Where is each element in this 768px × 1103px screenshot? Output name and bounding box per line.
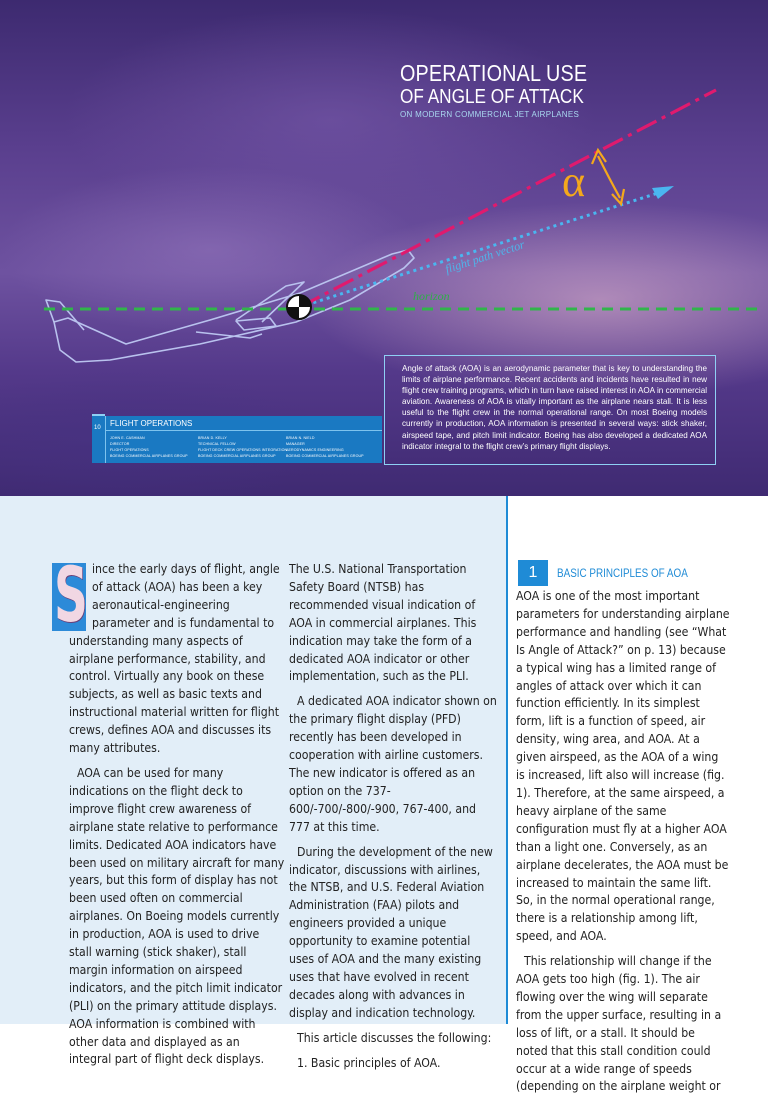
author-name: BRIAN N. NIELD xyxy=(286,436,315,440)
body-axis-line xyxy=(300,90,716,307)
intro-text: Angle of attack (AOA) is an aerodynamic parameter that is key to understanding the limits of airplane performance. Recent accidents and incidents have resulted in new flight crew training programs, which in turn have raised interest in AOA in commercial aviation. Awareness of AOA is vitally important as the airplane nears stall. It is less useful to the flight crew in the normal operational range. On most Boeing models currently in production, AOA information is presented in several ways: stick shaker, airspeed tape, and pitch limit indicator. Boeing has also developed a dedicated AOA indicator integral to the flight crew’s primary flight displays. xyxy=(402,364,707,451)
author-org: BOEING COMMERCIAL AIRPLANES GROUP xyxy=(286,454,364,458)
flight-path-vector-label: flight path vector xyxy=(443,237,527,277)
article-paragraph: This article discusses the following: xyxy=(297,1030,492,1045)
page-number-cell xyxy=(92,416,106,463)
article-title-line2: OF ANGLE OF ATTACK xyxy=(400,86,584,108)
article-paragraph: During the development of the new indicator, discussions with airlines, the NTSB, and U.S. Federal Aviation Administration (FAA) pilots and engineers provided a unique opportunity to examine potential uses of AOA and the many existing uses that have evolved in recent decades along with advances in display and indication technology. xyxy=(289,844,493,1020)
flight-ops-title: FLIGHT OPERATIONS xyxy=(110,419,193,428)
section-title: BASIC PRINCIPLES OF AOA xyxy=(557,568,688,580)
article-column-2 xyxy=(289,561,497,1079)
author-dept: FLIGHT OPERATIONS xyxy=(110,448,149,452)
alpha-symbol: α xyxy=(562,157,586,206)
article-paragraph: The U.S. National Transportation Safety Board (NTSB) has recommended visual indication of AOA in commercial airplanes. This indication may take the form of a dedicated AOA indicator or other implementation, such as the PLI. xyxy=(289,562,477,684)
page-number: 10 xyxy=(94,425,101,431)
flight-path-arrowhead xyxy=(652,186,674,199)
author-credit xyxy=(110,435,188,459)
article-title-block xyxy=(400,60,618,119)
article-subtitle: ON MODERN COMMERCIAL JET AIRPLANES xyxy=(400,110,580,119)
sidebar-column xyxy=(516,588,730,1103)
author-org: BOEING COMMERCIAL AIRPLANES GROUP xyxy=(198,454,276,458)
section-number-badge: 1 xyxy=(518,560,548,586)
author-credit xyxy=(286,435,364,459)
article-paragraph: A dedicated AOA indicator shown on the primary flight display (PFD) recently has been developed in cooperation with airline customers. The new indicator is offered as an option on the 737-600/-700/-800/-900, 767-400, and 777 at this time. xyxy=(289,694,497,834)
alpha-arc-arrow xyxy=(592,150,624,204)
author-role: TECHNICAL FELLOW xyxy=(198,442,236,446)
intro-box xyxy=(384,355,716,465)
airplane-outline xyxy=(46,250,414,362)
author-dept: FLIGHT DECK CREW OPERATIONS INTEGRATION xyxy=(198,448,288,452)
sidebar-paragraph: AOA is one of the most important parameters for understanding airplane performance and handling (see “What Is Angle of Attack?” on p. 13) because a typical wing has a limited range of angles of attack over which it can function efficiently. In its simplest form, lift is a function of speed, air density, wing area, and AOA. At a given airspeed, as the AOA of a wing is increased, lift also will increase (fig. 1). Therefore, at the same airspeed, a heavy airplane of the same configuration must fly at a higher AOA than a light one. Conversely, as an airplane decelerates, the AOA must be increased to maintain the same lift. So, in the normal operational range, there is a relationship among lift, speed, and AOA. xyxy=(516,589,730,944)
article-paragraph: AOA can be used for many indications on the flight deck to improve flight crew awareness of airplane state relative to performance limits. Dedicated AOA indicators have been used on military aircraft for many years, but this form of display has not been used often on commercial airplanes. On Boeing models currently in production, AOA is used to drive stall warning (stick shaker), stall margin information on airspeed indicators, and the pitch limit indicator (PLI) on the primary attitude displays. AOA information is combined with other data and displayed as an integral part of flight deck displays. xyxy=(69,765,285,1067)
paragraph-text: ince the early days of flight, angle of attack (AOA) has been a key aeronautical-engineering parameter and is fundamental to understanding many aspects of airplane performance, stability, and control. Virtually any book on these subjects, as well as basic texts and instructional material written for flight crews, defines AOA and discusses its many attributes. xyxy=(69,562,280,756)
hero-banner xyxy=(0,0,768,496)
author-dept: AERODYNAMICS ENGINEERING xyxy=(286,448,344,452)
flight-ops-banner xyxy=(92,416,382,463)
author-role: DIRECTOR xyxy=(110,442,130,446)
flight-ops-divider xyxy=(106,430,382,431)
author-role: MANAGER xyxy=(286,442,305,446)
author-credit xyxy=(198,435,287,459)
drop-cap xyxy=(52,550,88,639)
article-title-line1: OPERATIONAL USE xyxy=(400,60,588,86)
author-name: JOHN E. CASHMAN xyxy=(110,436,145,440)
horizon-label: horizon xyxy=(413,289,450,303)
center-of-gravity-icon xyxy=(287,295,311,319)
drop-cap-letter: S xyxy=(54,550,88,639)
article-paragraph xyxy=(54,550,285,758)
author-org: BOEING COMMERCIAL AIRPLANES GROUP xyxy=(110,454,188,458)
article-column-1 xyxy=(54,550,285,1076)
article-list-item: 1. Basic principles of AOA. xyxy=(297,1055,441,1070)
sidebar-paragraph: This relationship will change if the AOA gets too high (fig. 1). The air flowing over the wing will separate from the upper surface, resulting in a loss of lift, or a stall. It should be noted that this stall condition could occur at a wide range of speeds (depending on the airplane weight or xyxy=(516,954,722,1094)
author-name: BRIAN D. KELLY xyxy=(198,436,227,440)
